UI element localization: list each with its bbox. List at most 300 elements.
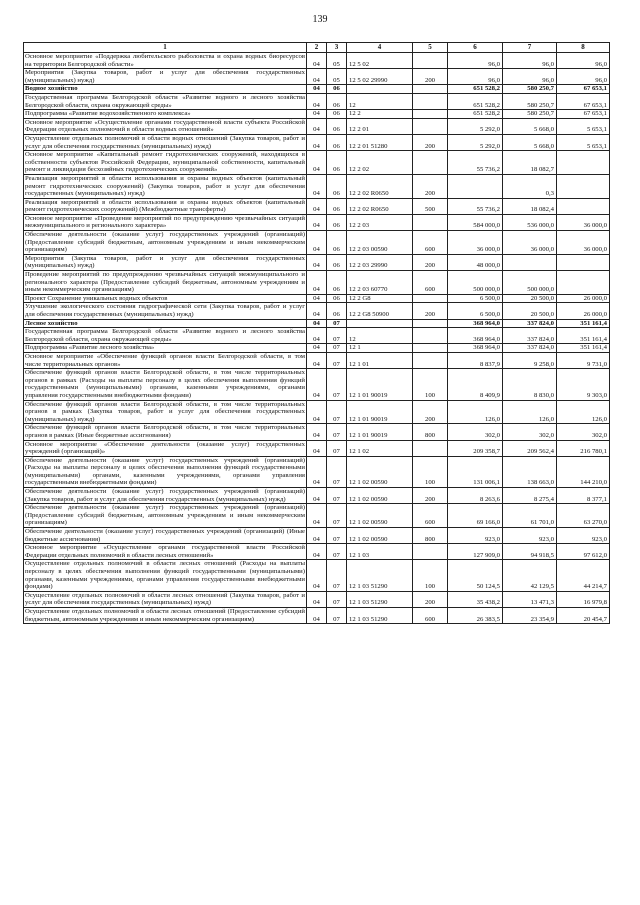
row-name: Обеспечение функций органов власти Белгородской области, в том числе территориальных органов в рамках (Закупка товаров, работ и услуг для обеспечения государственных (муниципальных) нужд) bbox=[25, 400, 305, 423]
row-amount-year1: 8 837,9 bbox=[448, 352, 503, 368]
table-row bbox=[24, 110, 610, 119]
row-amount-year2: 302,0 bbox=[503, 424, 557, 440]
row-section: 04 bbox=[307, 456, 327, 487]
row-subsection: 06 bbox=[327, 110, 347, 119]
row-section: 04 bbox=[307, 344, 327, 353]
table-row bbox=[24, 303, 610, 319]
row-name: Обеспечение деятельности (оказание услуг) государственных учреждений (организаций) (Иные бюджетные ассигнования) bbox=[25, 528, 305, 543]
row-expense-type: 200 bbox=[413, 488, 448, 504]
row-section: 04 bbox=[307, 319, 327, 328]
row-amount-year3: 8 377,1 bbox=[557, 488, 610, 504]
row-target-article bbox=[347, 85, 413, 94]
row-section: 04 bbox=[307, 528, 327, 544]
row-amount-year2: 18 082,7 bbox=[503, 151, 557, 175]
row-subsection: 07 bbox=[327, 440, 347, 456]
row-subsection: 07 bbox=[327, 504, 347, 528]
row-section: 04 bbox=[307, 214, 327, 230]
row-section: 04 bbox=[307, 198, 327, 214]
row-name: Основное мероприятие «Обеспечение деятельности (оказание услуг) государственных учреждений (организаций)» bbox=[25, 440, 305, 456]
row-section: 04 bbox=[307, 151, 327, 175]
row-amount-year3: 67 653,1 bbox=[557, 110, 610, 119]
row-section: 04 bbox=[307, 607, 327, 623]
row-section: 04 bbox=[307, 400, 327, 424]
row-expense-type: 600 bbox=[413, 271, 448, 295]
row-amount-year3 bbox=[557, 271, 610, 295]
row-subsection: 07 bbox=[327, 352, 347, 368]
row-name: Обеспечение функций органов власти Белгородской области, в том числе территориальных органов в рамках (Иные бюджетные ассигнования) bbox=[25, 424, 305, 439]
row-amount-year2: 500 000,0 bbox=[503, 271, 557, 295]
row-amount-year3: 5 653,1 bbox=[557, 134, 610, 150]
row-target-article: 12 1 02 00590 bbox=[347, 504, 413, 528]
table-row bbox=[24, 174, 610, 198]
table-row bbox=[24, 231, 610, 255]
row-amount-year2: 20 500,0 bbox=[503, 303, 557, 319]
row-amount-year2: 580 250,7 bbox=[503, 110, 557, 119]
row-amount-year1: 368 964,0 bbox=[448, 319, 503, 328]
header-col-year3: 8 bbox=[557, 43, 610, 53]
row-target-article: 12 1 01 bbox=[347, 352, 413, 368]
table-row bbox=[24, 544, 610, 560]
row-amount-year1: 50 124,5 bbox=[448, 560, 503, 591]
row-subsection: 06 bbox=[327, 151, 347, 175]
row-target-article: 12 2 02 bbox=[347, 151, 413, 175]
row-amount-year1: 368 964,0 bbox=[448, 344, 503, 353]
row-amount-year2: 536 000,0 bbox=[503, 214, 557, 230]
row-name: Основное мероприятие «Капитальный ремонт гидротехнических сооружений, находящихся в собственности субъектов Российской Федерации, муниципальной собственности, капитальный ремонт и ликвидация бесхозяйных гидротехнических сооружений» bbox=[25, 151, 305, 174]
row-section: 04 bbox=[307, 134, 327, 150]
row-section: 04 bbox=[307, 69, 327, 85]
row-amount-year3 bbox=[557, 151, 610, 175]
row-amount-year3: 144 210,0 bbox=[557, 456, 610, 487]
row-amount-year2: 96,0 bbox=[503, 69, 557, 85]
row-name: Улучшение экологического состояния гидрографической сети (Закупка товаров, работ и услуг для обеспечения государственных (муниципальных) нужд) bbox=[25, 303, 305, 318]
row-amount-year3 bbox=[557, 198, 610, 214]
row-amount-year2: 580 250,7 bbox=[503, 93, 557, 109]
table-row bbox=[24, 440, 610, 456]
header-col-name: 1 bbox=[24, 43, 307, 53]
row-subsection: 06 bbox=[327, 231, 347, 255]
row-amount-year2: 138 663,0 bbox=[503, 456, 557, 487]
row-expense-type bbox=[413, 544, 448, 560]
row-subsection: 07 bbox=[327, 591, 347, 607]
row-name: Государственная программа Белгородской области «Развитие водного и лесного хозяйства Белгородской области, охрана окружающей среды» bbox=[25, 93, 305, 109]
table-row bbox=[24, 369, 610, 400]
row-section: 04 bbox=[307, 369, 327, 400]
row-amount-year3: 26 000,0 bbox=[557, 303, 610, 319]
row-amount-year3: 351 161,4 bbox=[557, 328, 610, 344]
row-name: Обеспечение деятельности (оказание услуг) государственных учреждений (организаций) (Предоставление субсидий бюджетным, автономным учреждениям и иным некоммерческим организациям) bbox=[25, 504, 305, 527]
row-amount-year3: 923,0 bbox=[557, 528, 610, 544]
row-amount-year1: 127 909,0 bbox=[448, 544, 503, 560]
row-name: Осуществление отдельных полномочий в области лесных отношений (Закупка товаров, работ и услуг для обеспечения государственных (муниципальных) нужд) bbox=[25, 591, 305, 607]
row-section: 04 bbox=[307, 504, 327, 528]
row-amount-year1 bbox=[448, 174, 503, 198]
row-expense-type bbox=[413, 110, 448, 119]
row-amount-year2: 8 830,0 bbox=[503, 369, 557, 400]
row-amount-year1: 6 500,0 bbox=[448, 303, 503, 319]
row-target-article: 12 2 03 bbox=[347, 214, 413, 230]
row-amount-year2: 61 701,0 bbox=[503, 504, 557, 528]
row-name: Государственная программа Белгородской области «Развитие водного и лесного хозяйства Белгородской области, охрана окружающей среды» bbox=[25, 328, 305, 343]
row-section: 04 bbox=[307, 352, 327, 368]
table-header-row bbox=[24, 43, 610, 53]
row-subsection: 05 bbox=[327, 69, 347, 85]
table-row bbox=[24, 134, 610, 150]
header-col-year1: 6 bbox=[448, 43, 503, 53]
row-expense-type bbox=[413, 328, 448, 344]
row-target-article: 12 2 02 R0650 bbox=[347, 174, 413, 198]
row-subsection: 07 bbox=[327, 369, 347, 400]
row-expense-type: 100 bbox=[413, 456, 448, 487]
row-amount-year2: 337 824,0 bbox=[503, 344, 557, 353]
row-name: Осуществление отдельных полномочий в области водных отношений (Закупка товаров, работ и услуг для обеспечения государственных (муниципальных) нужд) bbox=[25, 134, 305, 150]
row-amount-year1: 36 000,0 bbox=[448, 231, 503, 255]
row-amount-year1: 651 528,2 bbox=[448, 93, 503, 109]
row-name: Проведение мероприятий по предупреждению чрезвычайных ситуаций межмуниципального и регионального характера (Предоставление субсидий бюджетным, автономным учреждениям и иным некоммерческим организациям) bbox=[25, 271, 305, 294]
row-amount-year2: 337 824,0 bbox=[503, 319, 557, 328]
row-subsection: 07 bbox=[327, 400, 347, 424]
table-row bbox=[24, 198, 610, 214]
row-amount-year3: 67 653,1 bbox=[557, 93, 610, 109]
row-target-article: 12 2 03 29990 bbox=[347, 254, 413, 270]
row-expense-type bbox=[413, 118, 448, 134]
table-row bbox=[24, 488, 610, 504]
row-subsection: 06 bbox=[327, 214, 347, 230]
row-subsection: 06 bbox=[327, 85, 347, 94]
row-amount-year3: 216 780,1 bbox=[557, 440, 610, 456]
header-col-year2: 7 bbox=[503, 43, 557, 53]
row-section: 04 bbox=[307, 93, 327, 109]
row-subsection: 07 bbox=[327, 560, 347, 591]
row-target-article: 12 2 bbox=[347, 110, 413, 119]
row-target-article: 12 1 01 90019 bbox=[347, 369, 413, 400]
row-name: Мероприятия (Закупка товаров, работ и услуг для обеспечения государственных (муниципальных) нужд) bbox=[25, 254, 305, 270]
row-target-article: 12 1 01 90019 bbox=[347, 424, 413, 440]
row-expense-type: 100 bbox=[413, 560, 448, 591]
row-target-article bbox=[347, 319, 413, 328]
row-subsection: 06 bbox=[327, 254, 347, 270]
row-expense-type bbox=[413, 319, 448, 328]
row-name: Основное мероприятие «Проведение мероприятий по предупреждению чрезвычайных ситуаций межмуниципального и регионального характера» bbox=[25, 214, 305, 230]
row-subsection: 07 bbox=[327, 528, 347, 544]
table-row bbox=[24, 118, 610, 134]
row-amount-year1: 651 528,2 bbox=[448, 110, 503, 119]
row-expense-type bbox=[413, 93, 448, 109]
row-amount-year1: 55 736,2 bbox=[448, 198, 503, 214]
row-target-article: 12 2 03 00590 bbox=[347, 231, 413, 255]
row-section: 04 bbox=[307, 254, 327, 270]
row-target-article: 12 5 02 29990 bbox=[347, 69, 413, 85]
row-section: 04 bbox=[307, 53, 327, 69]
row-expense-type bbox=[413, 344, 448, 353]
row-amount-year3: 302,0 bbox=[557, 424, 610, 440]
row-amount-year2 bbox=[503, 254, 557, 270]
row-amount-year2: 20 500,0 bbox=[503, 294, 557, 303]
row-amount-year1: 35 438,2 bbox=[448, 591, 503, 607]
row-amount-year2: 923,0 bbox=[503, 528, 557, 544]
row-expense-type: 200 bbox=[413, 303, 448, 319]
row-section: 04 bbox=[307, 303, 327, 319]
row-target-article: 12 bbox=[347, 328, 413, 344]
row-name: Основное мероприятие «Обеспечение функций органов власти Белгородской области, в том числе территориальных органов» bbox=[25, 352, 305, 368]
row-amount-year3: 5 653,1 bbox=[557, 118, 610, 134]
table-row bbox=[24, 93, 610, 109]
row-expense-type: 100 bbox=[413, 369, 448, 400]
row-expense-type: 600 bbox=[413, 504, 448, 528]
row-subsection: 06 bbox=[327, 271, 347, 295]
row-section: 04 bbox=[307, 110, 327, 119]
row-section: 04 bbox=[307, 440, 327, 456]
row-amount-year1: 368 964,0 bbox=[448, 328, 503, 344]
table-row bbox=[24, 151, 610, 175]
table-row bbox=[24, 504, 610, 528]
row-amount-year1: 302,0 bbox=[448, 424, 503, 440]
row-amount-year3: 26 000,0 bbox=[557, 294, 610, 303]
row-amount-year2: 5 668,0 bbox=[503, 134, 557, 150]
row-section: 04 bbox=[307, 488, 327, 504]
row-amount-year2: 580 250,7 bbox=[503, 85, 557, 94]
row-subsection: 07 bbox=[327, 488, 347, 504]
row-subsection: 07 bbox=[327, 456, 347, 487]
row-name: Обеспечение деятельности (оказание услуг) государственных учреждений (организаций) (Расходы на выплаты персоналу в целях обеспечения выполнения функций государственными (муниципальными) органами, казенными учреждениями, органами управления государственными внебюджетными фондами) bbox=[25, 456, 305, 487]
table-row bbox=[24, 344, 610, 353]
table-row bbox=[24, 352, 610, 368]
row-section: 04 bbox=[307, 174, 327, 198]
table-row bbox=[24, 69, 610, 85]
table-row bbox=[24, 214, 610, 230]
row-name: Основное мероприятие «Осуществление органами государственной власти субъекта Российской Федерации отдельных полномочий в области водных отношений» bbox=[25, 118, 305, 134]
row-name: Подпрограмма «Развитие водохозяйственного комплекса» bbox=[24, 110, 307, 119]
row-subsection: 06 bbox=[327, 93, 347, 109]
row-target-article: 12 bbox=[347, 93, 413, 109]
row-amount-year1: 500 000,0 bbox=[448, 271, 503, 295]
header-col-section: 2 bbox=[307, 43, 327, 53]
row-name: Основное мероприятие «Поддержка любительского рыболовства и охрана водных биоресурсов на территории Белгородской области» bbox=[25, 53, 305, 68]
row-subsection: 05 bbox=[327, 53, 347, 69]
row-expense-type bbox=[413, 53, 448, 69]
row-amount-year3: 96,0 bbox=[557, 53, 610, 69]
row-amount-year3: 67 653,1 bbox=[557, 85, 610, 94]
row-name: Основное мероприятие «Осуществление органами государственной власти Российской Федерации отдельных полномочий в области лесных отношений» bbox=[25, 544, 305, 559]
row-amount-year3: 351 161,4 bbox=[557, 319, 610, 328]
row-target-article: 12 2 01 51280 bbox=[347, 134, 413, 150]
row-target-article: 12 1 02 00590 bbox=[347, 456, 413, 487]
row-expense-type: 200 bbox=[413, 400, 448, 424]
row-target-article: 12 1 03 bbox=[347, 544, 413, 560]
row-expense-type bbox=[413, 440, 448, 456]
row-expense-type: 200 bbox=[413, 174, 448, 198]
row-amount-year3: 126,0 bbox=[557, 400, 610, 424]
header-col-subsection: 3 bbox=[327, 43, 347, 53]
row-amount-year3: 44 214,7 bbox=[557, 560, 610, 591]
row-target-article: 12 2 02 R0650 bbox=[347, 198, 413, 214]
row-section: 04 bbox=[307, 231, 327, 255]
table-row bbox=[24, 528, 610, 544]
row-section: 04 bbox=[307, 560, 327, 591]
table-body bbox=[24, 53, 610, 624]
table-row bbox=[24, 254, 610, 270]
row-section: 04 bbox=[307, 328, 327, 344]
row-subsection: 07 bbox=[327, 344, 347, 353]
row-amount-year2: 337 824,0 bbox=[503, 328, 557, 344]
row-amount-year2: 13 471,3 bbox=[503, 591, 557, 607]
row-expense-type: 500 bbox=[413, 198, 448, 214]
row-amount-year1: 48 000,0 bbox=[448, 254, 503, 270]
row-amount-year1: 5 292,0 bbox=[448, 134, 503, 150]
row-amount-year1: 923,0 bbox=[448, 528, 503, 544]
table-row bbox=[24, 294, 610, 303]
row-name: Обеспечение деятельности (оказание услуг) государственных учреждений (организаций) (Закупка товаров, работ и услуг для обеспечения государственных (муниципальных) нужд) bbox=[25, 488, 305, 503]
row-subsection: 06 bbox=[327, 294, 347, 303]
header-col-expense-type: 5 bbox=[413, 43, 448, 53]
row-target-article: 12 2 G8 bbox=[347, 294, 413, 303]
row-expense-type: 200 bbox=[413, 254, 448, 270]
row-expense-type bbox=[413, 214, 448, 230]
row-amount-year1: 131 006,1 bbox=[448, 456, 503, 487]
row-expense-type bbox=[413, 151, 448, 175]
table-row bbox=[24, 319, 610, 328]
row-amount-year3: 9 731,0 bbox=[557, 352, 610, 368]
row-target-article: 12 2 G8 50900 bbox=[347, 303, 413, 319]
row-amount-year1: 651 528,2 bbox=[448, 85, 503, 94]
row-subsection: 07 bbox=[327, 328, 347, 344]
row-name: Мероприятия (Закупка товаров, работ и услуг для обеспечения государственных (муниципальных) нужд) bbox=[25, 69, 305, 84]
row-amount-year3: 63 270,0 bbox=[557, 504, 610, 528]
row-amount-year1: 96,0 bbox=[448, 53, 503, 69]
page-number: 139 bbox=[312, 14, 328, 25]
row-amount-year3 bbox=[557, 174, 610, 198]
table-row bbox=[24, 591, 610, 607]
row-amount-year2: 126,0 bbox=[503, 400, 557, 424]
table-row bbox=[24, 271, 610, 295]
row-amount-year1: 55 736,2 bbox=[448, 151, 503, 175]
row-amount-year2: 94 918,5 bbox=[503, 544, 557, 560]
row-expense-type: 800 bbox=[413, 424, 448, 440]
row-target-article: 12 2 01 bbox=[347, 118, 413, 134]
row-amount-year2: 42 129,5 bbox=[503, 560, 557, 591]
row-name: Лесное хозяйство bbox=[24, 319, 307, 328]
row-name: Осуществление отдельных полномочий в области лесных отношений (Предоставление субсидий бюджетным, автономным учреждениям и иным некоммерческим организациям) bbox=[25, 607, 305, 623]
row-amount-year1: 96,0 bbox=[448, 69, 503, 85]
row-target-article: 12 2 03 60770 bbox=[347, 271, 413, 295]
row-amount-year1: 8 263,6 bbox=[448, 488, 503, 504]
row-amount-year1: 69 166,0 bbox=[448, 504, 503, 528]
budget-table-container bbox=[23, 42, 609, 624]
row-subsection: 07 bbox=[327, 424, 347, 440]
row-name: Водное хозяйство bbox=[24, 85, 307, 94]
row-amount-year2: 209 562,4 bbox=[503, 440, 557, 456]
row-amount-year1: 209 358,7 bbox=[448, 440, 503, 456]
row-subsection: 06 bbox=[327, 174, 347, 198]
row-name: Реализация мероприятий в области использования и охраны водных объектов (капитальный ремонт гидротехнических сооружений) (Закупка товаров, работ и услуг для обеспечения государственных (муниципальных) нужд) bbox=[25, 174, 305, 198]
row-section: 04 bbox=[307, 118, 327, 134]
row-amount-year3 bbox=[557, 254, 610, 270]
row-amount-year3: 16 979,8 bbox=[557, 591, 610, 607]
table-row bbox=[24, 560, 610, 591]
row-expense-type bbox=[413, 294, 448, 303]
row-subsection: 07 bbox=[327, 544, 347, 560]
row-target-article: 12 1 02 00590 bbox=[347, 528, 413, 544]
row-target-article: 12 1 bbox=[347, 344, 413, 353]
row-subsection: 06 bbox=[327, 198, 347, 214]
row-section: 04 bbox=[307, 294, 327, 303]
row-amount-year3: 96,0 bbox=[557, 69, 610, 85]
row-expense-type: 200 bbox=[413, 591, 448, 607]
row-section: 04 bbox=[307, 591, 327, 607]
row-target-article: 12 1 02 00590 bbox=[347, 488, 413, 504]
row-amount-year2: 8 275,4 bbox=[503, 488, 557, 504]
row-amount-year2: 23 354,9 bbox=[503, 607, 557, 623]
row-amount-year3: 20 454,7 bbox=[557, 607, 610, 623]
row-amount-year1: 8 409,9 bbox=[448, 369, 503, 400]
row-section: 04 bbox=[307, 544, 327, 560]
row-name: Проект Сохранение уникальных водных объектов bbox=[24, 294, 307, 303]
row-amount-year1: 6 500,0 bbox=[448, 294, 503, 303]
row-amount-year1: 584 000,0 bbox=[448, 214, 503, 230]
row-amount-year1: 126,0 bbox=[448, 400, 503, 424]
row-expense-type: 200 bbox=[413, 134, 448, 150]
header-col-target-article: 4 bbox=[347, 43, 413, 53]
row-expense-type: 600 bbox=[413, 607, 448, 623]
row-target-article: 12 1 01 90019 bbox=[347, 400, 413, 424]
table-row bbox=[24, 456, 610, 487]
row-name: Реализация мероприятий в области использования и охраны водных объектов (капитальный ремонт гидротехнических сооружений) (Межбюджетные трансферты) bbox=[25, 198, 305, 214]
row-target-article: 12 1 03 51290 bbox=[347, 607, 413, 623]
row-target-article: 12 1 03 51290 bbox=[347, 560, 413, 591]
row-amount-year3: 9 303,0 bbox=[557, 369, 610, 400]
budget-table bbox=[23, 42, 610, 624]
row-amount-year2: 0,3 bbox=[503, 174, 557, 198]
row-target-article: 12 1 02 bbox=[347, 440, 413, 456]
row-section: 04 bbox=[307, 85, 327, 94]
table-row bbox=[24, 424, 610, 440]
row-amount-year3: 97 612,0 bbox=[557, 544, 610, 560]
row-subsection: 07 bbox=[327, 607, 347, 623]
row-amount-year3: 36 000,0 bbox=[557, 231, 610, 255]
row-expense-type bbox=[413, 352, 448, 368]
row-subsection: 06 bbox=[327, 118, 347, 134]
row-expense-type bbox=[413, 85, 448, 94]
row-name: Подпрограмма «Развитие лесного хозяйства» bbox=[24, 344, 307, 353]
row-name: Осуществление отдельных полномочий в области лесных отношений (Расходы на выплаты персоналу в целях обеспечения выполнения функций государственными (муниципальными) органами, казенными учреждениями, органами управления государственными внебюджетными фондами) bbox=[25, 560, 305, 591]
row-amount-year3: 36 000,0 bbox=[557, 214, 610, 230]
row-target-article: 12 5 02 bbox=[347, 53, 413, 69]
row-amount-year2: 9 258,0 bbox=[503, 352, 557, 368]
row-name: Обеспечение функций органов власти Белгородской области, в том числе территориальных органов в рамках (Расходы на выплаты персоналу в целях обеспечения выполнения функций государственными (муниципальными) органами, казенными учреждениями, органами управления государственными внебюджетными фондами) bbox=[25, 369, 305, 399]
table-row bbox=[24, 85, 610, 94]
row-subsection: 07 bbox=[327, 319, 347, 328]
row-subsection: 06 bbox=[327, 303, 347, 319]
row-expense-type: 800 bbox=[413, 528, 448, 544]
row-target-article: 12 1 03 51290 bbox=[347, 591, 413, 607]
row-amount-year2: 5 668,0 bbox=[503, 118, 557, 134]
row-subsection: 06 bbox=[327, 134, 347, 150]
row-section: 04 bbox=[307, 271, 327, 295]
row-expense-type: 200 bbox=[413, 69, 448, 85]
table-row bbox=[24, 400, 610, 424]
table-row bbox=[24, 53, 610, 69]
row-amount-year1: 26 383,5 bbox=[448, 607, 503, 623]
row-amount-year2: 36 000,0 bbox=[503, 231, 557, 255]
row-section: 04 bbox=[307, 424, 327, 440]
table-row bbox=[24, 607, 610, 623]
row-name: Обеспечение деятельности (оказание услуг) государственных учреждений (организаций) (Предоставление субсидий бюджетным, автономным учреждениям и иным некоммерческим организациям) bbox=[25, 231, 305, 254]
row-amount-year2: 96,0 bbox=[503, 53, 557, 69]
row-amount-year2: 18 082,4 bbox=[503, 198, 557, 214]
row-expense-type: 600 bbox=[413, 231, 448, 255]
row-amount-year3: 351 161,4 bbox=[557, 344, 610, 353]
row-amount-year1: 5 292,0 bbox=[448, 118, 503, 134]
